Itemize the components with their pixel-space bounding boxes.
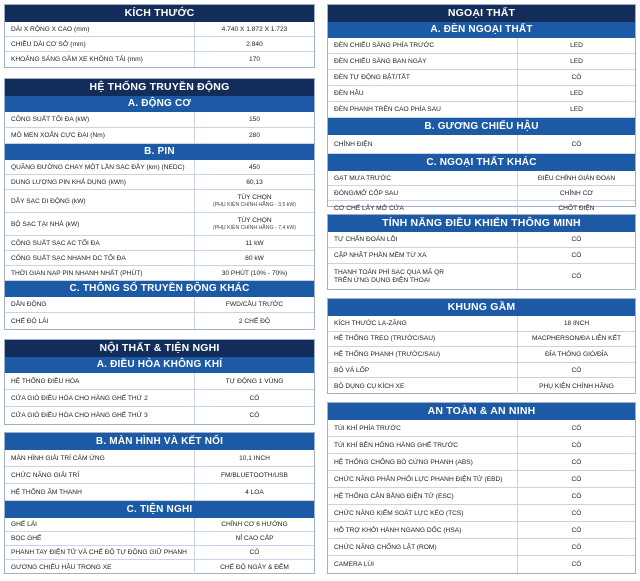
spec-row — [5, 313, 314, 329]
spec-row — [5, 467, 314, 484]
spec-row — [328, 232, 635, 248]
spec-label: ĐÈN CHIẾU SÁNG BAN NGÀY — [328, 54, 518, 69]
spec-value: CÓ — [571, 475, 582, 483]
other-exterior-subheader: C. NGOẠI THẤT KHÁC — [328, 154, 635, 171]
spec-label: MÀN HÌNH GIẢI TRÍ CẢM ỨNG — [5, 450, 195, 466]
spec-label: ĐÈN PHANH TRÊN CAO PHÍA SAU — [328, 102, 518, 117]
spec-label: HỆ THỐNG ÂM THANH — [5, 484, 195, 500]
spec-row — [328, 454, 635, 471]
spec-value: CÓ — [571, 441, 582, 449]
spec-label: HỆ THỐNG TREO (TRƯỚC/SAU) — [328, 332, 518, 347]
spec-row — [5, 190, 314, 213]
safety-panel — [327, 402, 636, 574]
spec-value: 280 — [248, 132, 260, 139]
spec-value: LED — [570, 90, 583, 97]
spec-label-line2: TRÊN ỨNG DỤNG ĐIỆN THOẠI — [334, 276, 430, 284]
spec-row — [328, 378, 635, 394]
spec-row — [5, 213, 314, 236]
spec-label: GHẾ LÁI — [5, 518, 195, 531]
spec-label: DUNG LƯỢNG PIN KHẢ DỤNG (kWh) — [5, 175, 195, 189]
spec-value: CÓ — [571, 140, 582, 148]
spec-value: CÓ — [571, 561, 582, 568]
display-subheader: B. MÀN HÌNH VÀ KẾT NỐI — [5, 433, 314, 450]
spec-row — [328, 539, 635, 556]
spec-row — [5, 532, 314, 546]
chassis-header: KHUNG GẦM — [328, 299, 635, 316]
spec-value: CHẾ ĐỘ NGÀY & ĐÊM — [220, 563, 289, 571]
other-drivetrain-subheader: C. THÔNG SỐ TRUYỀN ĐỘNG KHÁC — [5, 281, 314, 297]
spec-label — [328, 264, 518, 289]
spec-value: 150 — [248, 116, 260, 123]
spec-value: NỈ CAO CẤP — [235, 535, 274, 542]
spec-row — [5, 450, 314, 467]
spec-row — [328, 437, 635, 454]
spec-label: CÔNG SUẤT SẠC NHANH DC TỐI ĐA — [5, 251, 195, 265]
spec-row — [5, 175, 314, 190]
spec-value: CÓ — [571, 273, 582, 280]
spec-label: ĐÈN HẬU — [328, 86, 518, 101]
spec-row — [5, 236, 314, 251]
spec-value: 18 INCH — [563, 319, 590, 327]
spec-value: CÓ — [249, 412, 260, 419]
spec-value: PHỤ KIỆN CHÍNH HÃNG — [539, 382, 614, 390]
drivetrain-panel — [4, 78, 315, 330]
spec-row — [328, 38, 635, 54]
spec-value-note: (PHỤ KIỆN CHÍNH HÃNG - 7,4 kW) — [212, 225, 296, 231]
spec-label: HỆ THỐNG CHỐNG BÓ CỨNG PHANH (ABS) — [328, 454, 518, 470]
spec-value — [195, 190, 314, 212]
spec-label-line1: THANH TOÁN PHÍ SẠC QUA MÃ QR — [334, 268, 445, 276]
dimensions-header: KÍCH THƯỚC — [5, 5, 314, 22]
spec-row — [328, 135, 635, 154]
engine-subheader: A. ĐỘNG CƠ — [5, 96, 314, 112]
spec-row — [5, 128, 314, 144]
spec-value: CÓ — [249, 549, 260, 556]
spec-label: HỆ THỐNG PHANH (TRƯỚC/SAU) — [328, 347, 518, 362]
spec-row — [328, 86, 635, 102]
interior-header: NỘI THẤT & TIỆN NGHI — [5, 340, 314, 357]
spec-row — [5, 52, 314, 67]
spec-row — [328, 171, 635, 186]
spec-value: CHỈNH CƠ — [559, 189, 594, 197]
spec-label: TÚI KHÍ BÊN HÔNG HÀNG GHẾ TRƯỚC — [328, 437, 518, 453]
spec-row — [328, 488, 635, 505]
spec-label: KÍCH THƯỚC LA-ZĂNG — [328, 316, 518, 331]
spec-row — [328, 332, 635, 348]
spec-row — [5, 407, 314, 424]
spec-row — [328, 556, 635, 573]
spec-row — [5, 112, 314, 128]
spec-label: CHỨC NĂNG GIẢI TRÍ — [5, 467, 195, 483]
spec-label: CHỨC NĂNG CHỐNG LẬT (ROM) — [328, 539, 518, 555]
spec-row — [5, 390, 314, 407]
spec-value: CÓ — [571, 492, 582, 500]
spec-row — [328, 54, 635, 70]
spec-row — [328, 316, 635, 332]
spec-value: 4.740 X 1.872 X 1.723 — [221, 25, 288, 33]
safety-header: AN TOÀN & AN NINH — [328, 403, 635, 420]
spec-label: BỘ VÁ LỐP — [328, 363, 518, 378]
spec-label: QUÃNG ĐƯỜNG CHẠY MỘT LẦN SẠC ĐẦY (km) (NEDC) — [5, 160, 195, 174]
spec-value: 10,1 INCH — [239, 454, 270, 462]
spec-row — [328, 102, 635, 118]
spec-label: CỬA GIÓ ĐIỀU HÒA CHO HÀNG GHẾ THỨ 3 — [5, 407, 195, 424]
spec-row — [5, 22, 314, 37]
spec-label: CHỈNH ĐIỆN — [328, 135, 518, 153]
display-comfort-panel — [4, 432, 315, 574]
spec-label: GẠT MƯA TRƯỚC — [328, 171, 518, 185]
dimensions-panel — [4, 4, 315, 68]
spec-value: 450 — [248, 163, 260, 171]
spec-label: CÔNG SUẤT TỐI ĐA (kW) — [5, 112, 195, 127]
spec-label: ĐÓNG/MỞ CỐP SAU — [328, 186, 518, 200]
exterior-header: NGOẠI THẤT — [328, 5, 635, 22]
spec-value: CÓ — [571, 74, 582, 81]
spec-label: DÀI X RỘNG X CAO (mm) — [5, 22, 195, 36]
spec-label: DẪN ĐỘNG — [5, 297, 195, 312]
spec-label: CHẾ ĐỘ LÁI — [5, 313, 195, 329]
spec-label: BỌC GHẾ — [5, 532, 195, 545]
spec-label: CẬP NHẬT PHẦN MỀM TỪ XA — [328, 248, 518, 263]
spec-value: CÓ — [571, 458, 582, 466]
interior-panel — [4, 339, 315, 425]
spec-value: MACPHERSON/ĐA LIÊN KẾT — [531, 335, 622, 343]
exterior-lights-subheader: A. ĐÈN NGOẠI THẤT — [328, 22, 635, 38]
spec-value-main: TÙY CHỌN — [237, 194, 272, 201]
spec-value: 4 LOA — [245, 488, 264, 496]
spec-row — [328, 471, 635, 488]
comfort-subheader: C. TIỆN NGHI — [5, 501, 314, 518]
spec-row — [328, 363, 635, 379]
spec-label: TỰ CHẨN ĐOÁN LỖI — [328, 232, 518, 247]
spec-value: LED — [570, 42, 583, 49]
spec-row — [5, 251, 314, 266]
spec-value: LED — [570, 58, 583, 65]
spec-row — [328, 264, 635, 289]
air-conditioning-subheader: A. ĐIỀU HÒA KHÔNG KHÍ — [5, 357, 314, 373]
spec-label: TÚI KHÍ PHÍA TRƯỚC — [328, 420, 518, 436]
spec-label: BỘ SẠC TẠI NHÀ (kW) — [5, 213, 195, 235]
spec-value: 2.840 — [246, 40, 263, 48]
spec-value: CÓ — [571, 526, 582, 534]
spec-value: TỰ ĐỘNG 1 VÙNG — [225, 377, 284, 385]
spec-label: ĐÈN TỰ ĐỘNG BẬT/TẮT — [328, 70, 518, 85]
spec-value: CÓ — [571, 252, 582, 259]
spec-value: CHỈNH CƠ 6 HƯỚNG — [221, 521, 288, 528]
spec-row — [328, 347, 635, 363]
battery-subheader: B. PIN — [5, 144, 314, 160]
spec-value: 11 kW — [245, 239, 264, 247]
spec-row — [328, 420, 635, 437]
spec-row — [5, 518, 314, 532]
spec-label: ĐÈN CHIẾU SÁNG PHÍA TRƯỚC — [328, 38, 518, 53]
spec-row — [5, 297, 314, 313]
spec-value-main: TÙY CHỌN — [237, 217, 272, 224]
spec-label: CHỨC NĂNG PHÂN PHỐI LỰC PHANH ĐIỆN TỬ (EBD) — [328, 471, 518, 487]
spec-row — [328, 70, 635, 86]
spec-value: 80 kW — [245, 254, 264, 262]
spec-row — [5, 266, 314, 281]
spec-value: 30 PHÚT (10% - 70%) — [221, 269, 288, 277]
spec-label: CỬA GIÓ ĐIỀU HÒA CHO HÀNG GHẾ THỨ 2 — [5, 390, 195, 406]
smart-control-header: TÍNH NĂNG ĐIỀU KHIỂN THÔNG MINH — [328, 215, 635, 232]
spec-label: HỆ THỐNG ĐIỀU HÒA — [5, 373, 195, 389]
spec-value: 170 — [248, 56, 260, 63]
spec-value: ĐĨA THÔNG GIÓ/ĐĨA — [545, 350, 608, 358]
spec-value-note: (PHỤ KIỆN CHÍNH HÃNG - 3,5 kW) — [212, 202, 296, 208]
spec-row — [5, 546, 314, 560]
spec-label: BỘ DỤNG CỤ KÍCH XE — [328, 378, 518, 394]
spec-value: CÓ — [571, 366, 582, 374]
spec-row — [5, 37, 314, 52]
spec-row — [5, 373, 314, 390]
spec-label: CƠ CHẾ LẤY MỞ CỬA — [328, 201, 518, 216]
spec-row — [5, 484, 314, 501]
spec-label: CHIỀU DÀI CƠ SỞ (mm) — [5, 37, 195, 51]
spec-label: PHANH TAY ĐIỆN TỬ VÀ CHẾ ĐỘ TỰ ĐỘNG GIỮ PHANH — [5, 546, 195, 559]
spec-label: HỆ THỐNG CÂN BẰNG ĐIỆN TỬ (ESC) — [328, 488, 518, 504]
spec-value: CÓ — [571, 543, 582, 551]
chassis-panel — [327, 298, 636, 394]
spec-label: CAMERA LÙI — [328, 556, 518, 573]
spec-row — [328, 505, 635, 522]
spec-row — [5, 560, 314, 574]
spec-row — [328, 248, 635, 264]
spec-label: DÂY SẠC DI ĐỘNG (kW) — [5, 190, 195, 212]
exterior-panel — [327, 4, 636, 212]
spec-label: CÔNG SUẤT SẠC AC TỐI ĐA — [5, 236, 195, 250]
spec-value: 60,13 — [246, 178, 263, 186]
spec-label: CHỨC NĂNG KIỂM SOÁT LỰC KÉO (TCS) — [328, 505, 518, 521]
spec-value: LED — [570, 106, 583, 113]
spec-value: 2 CHẾ ĐỘ — [238, 317, 271, 325]
spec-value — [195, 213, 314, 235]
spec-value: FWD/CẦU TRƯỚC — [225, 301, 284, 308]
spec-row — [328, 186, 635, 201]
spec-row — [328, 522, 635, 539]
spec-label: GƯƠNG CHIẾU HẬU TRONG XE — [5, 560, 195, 574]
spec-row — [5, 160, 314, 175]
spec-value: CÓ — [571, 236, 582, 243]
spec-value: CÓ — [571, 424, 582, 432]
spec-value: FM/BLUETOOTH/USB — [221, 471, 288, 479]
spec-value: CHỐT ĐIỆN — [558, 205, 595, 212]
spec-value: ĐIỀU CHỈNH GIÁN ĐOẠN — [537, 174, 616, 182]
spec-value: CÓ — [571, 509, 582, 517]
spec-label: KHOẢNG SÁNG GẦM XE KHÔNG TẢI (mm) — [5, 52, 195, 67]
spec-value: CÓ — [249, 394, 260, 402]
spec-label: MÔ MEN XOẮN CỰC ĐẠI (Nm) — [5, 128, 195, 143]
spec-label: THỜI GIAN NẠP PIN NHANH NHẤT (PHÚT) — [5, 266, 195, 280]
mirror-subheader: B. GƯƠNG CHIẾU HẬU — [328, 118, 635, 135]
drivetrain-header: HỆ THỐNG TRUYỀN ĐỘNG — [5, 79, 314, 96]
smart-control-panel — [327, 214, 636, 290]
spec-label: HỖ TRỢ KHỞI HÀNH NGANG DỐC (HSA) — [328, 522, 518, 538]
